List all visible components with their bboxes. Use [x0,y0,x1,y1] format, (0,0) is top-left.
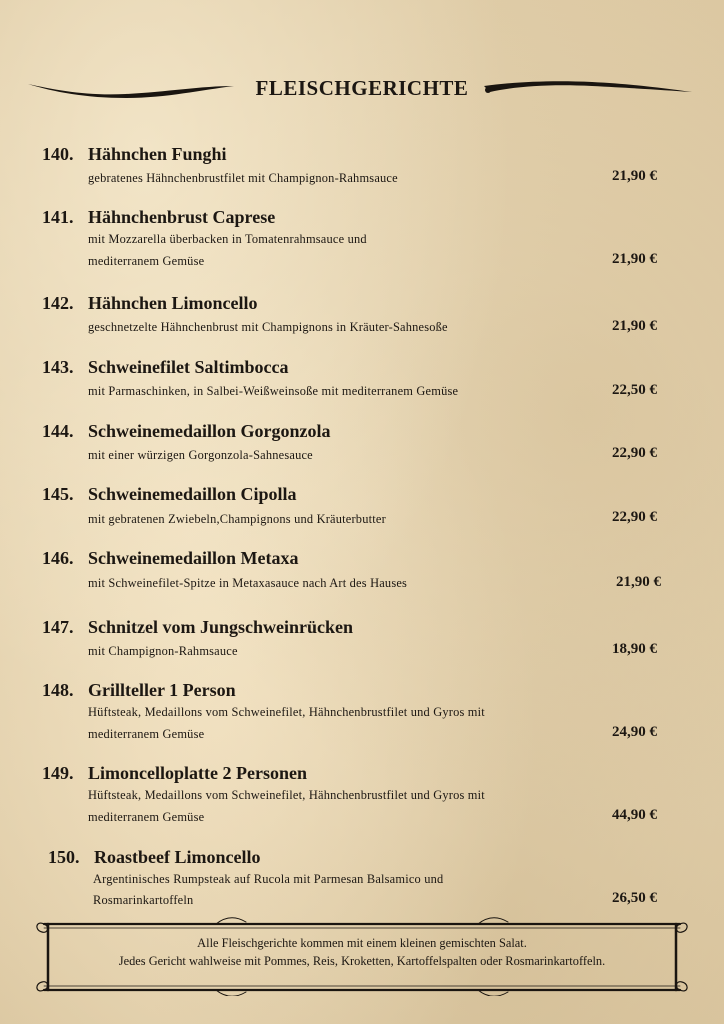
item-title [42,617,353,638]
right-swoosh-ornament [482,70,694,100]
item-price: 22,90 € [612,509,657,525]
item-price: 18,90 € [612,641,657,657]
item-number: 150. [48,847,80,867]
item-price: 24,90 € [612,724,657,740]
item-description: Argentinisches Rumpsteak auf Rucola mit Parmesan Balsamico und [93,872,444,886]
item-description: mit einer würzigen Gorgonzola-Sahnesauce [88,448,313,462]
item-number: 140. [42,144,74,164]
item-name: Schweinemedaillon Metaxa [88,548,299,568]
item-description: mit gebratenen Zwiebeln,Champignons und Kräuterbutter [88,512,386,526]
item-title [42,293,258,314]
item-price: 21,90 € [616,574,661,590]
item-title [42,548,298,569]
menu-header [0,70,724,110]
item-title [42,484,297,505]
item-number: 141. [42,207,74,227]
item-number: 142. [42,293,74,313]
item-title [42,144,227,165]
item-name: Schweinefilet Saltimbocca [88,357,289,377]
item-title [42,207,275,228]
item-description: Rosmarinkartoffeln [93,893,194,907]
item-description: mit Champignon-Rahmsauce [88,644,238,658]
item-title [42,763,307,784]
item-number: 144. [42,421,74,441]
item-name: Limoncelloplatte 2 Personen [88,763,307,783]
item-name: Schweinemedaillon Gorgonzola [88,421,331,441]
item-description: mediterranem Gemüse [88,254,205,268]
item-description: mit Mozzarella überbacken in Tomatenrahmsauce und [88,232,367,246]
item-price: 22,90 € [612,445,657,461]
footer-line-salad: Alle Fleischgerichte kommen mit einem kleinen gemischten Salat. [197,936,527,950]
item-number: 148. [42,680,74,700]
item-number: 149. [42,763,74,783]
item-number: 143. [42,357,74,377]
item-price: 21,90 € [612,318,657,334]
item-name: Roastbeef Limoncello [94,847,261,867]
item-description: mit Parmaschinken, in Salbei-Weißweinsoße mit mediterranem Gemüse [88,384,459,398]
item-description: mit Schweinefilet-Spitze in Metaxasauce nach Art des Hauses [88,576,408,590]
item-price: 21,90 € [612,168,657,184]
footer-note-box [36,916,688,996]
item-description: mediterranem Gemüse [88,810,205,824]
item-name: Hähnchen Funghi [88,144,227,164]
item-price: 44,90 € [612,807,657,823]
item-name: Grillteller 1 Person [88,680,236,700]
item-price: 22,50 € [612,382,657,398]
item-name: Schnitzel vom Jungschweinrücken [88,617,354,637]
item-description: Hüftsteak, Medaillons vom Schweinefilet, Hähnchenbrustfilet und Gyros mit [88,705,485,719]
item-price: 26,50 € [612,890,657,906]
item-number: 147. [42,617,74,637]
section-title: FLEISCHGERICHTE [255,76,469,100]
item-description: Hüftsteak, Medaillons vom Schweinefilet, Hähnchenbrustfilet und Gyros mit [88,788,485,802]
footer-line-sides: Jedes Gericht wahlweise mit Pommes, Reis, Kroketten, Kartoffelspalten oder Rosmarinkartoffeln. [118,954,606,968]
item-description: mediterranem Gemüse [88,727,205,741]
item-title [48,847,260,868]
item-name: Schweinemedaillon Cipolla [88,484,297,504]
item-number: 145. [42,484,74,504]
item-price: 21,90 € [612,251,657,267]
item-number: 146. [42,548,74,568]
item-name: Hähnchenbrust Caprese [88,207,276,227]
item-title [42,357,288,378]
item-title [42,680,236,701]
item-description: geschnetzelte Hähnchenbrust mit Champignons in Kräuter-Sahnesoße [88,320,448,334]
item-description: gebratenes Hähnchenbrustfilet mit Champignon-Rahmsauce [88,171,398,185]
item-name: Hähnchen Limoncello [88,293,258,313]
item-title [42,421,331,442]
